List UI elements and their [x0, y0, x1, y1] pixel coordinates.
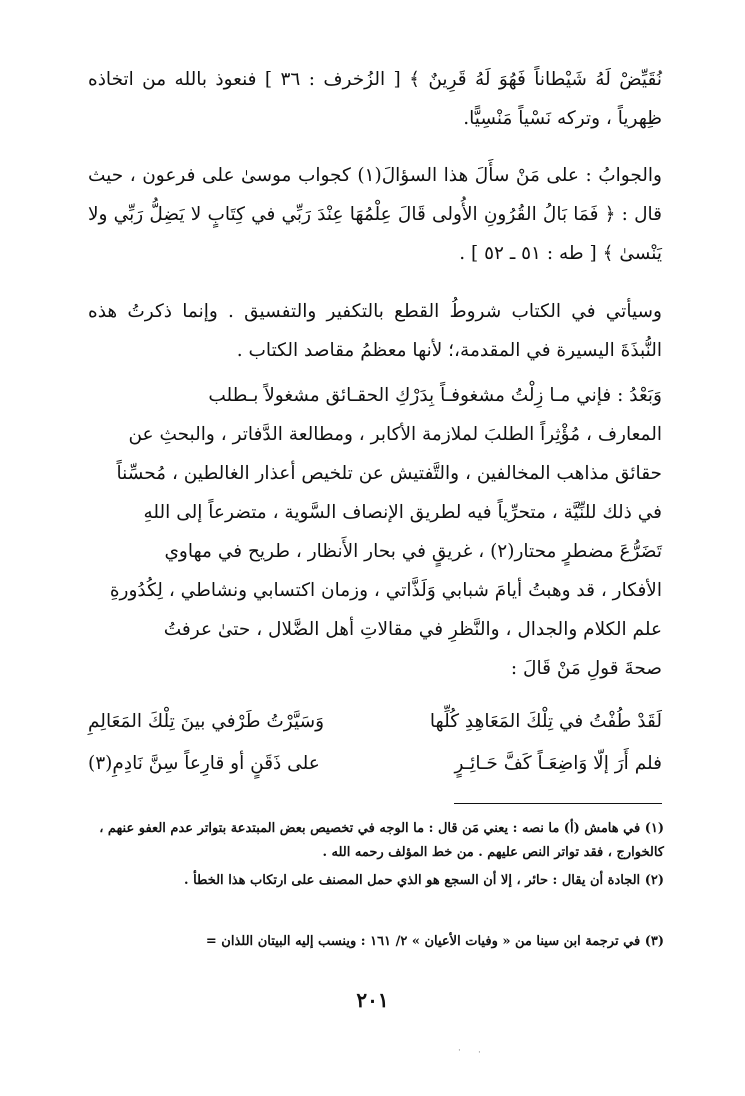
verse-second-half: وَسَيَّرْتُ طَرْفي بينَ تِلْكَ المَعَالِمِ [88, 711, 325, 732]
verse-second-half: على ذَقَنٍ أو قارِعاً سِنَّ نَادِمِ(٣) [88, 753, 320, 774]
paragraph-line: في ذلك للنِّيَّة ، متحرِّياً فيه لطريق الإنصاف السَّوية ، متضرعاً إلى اللهِ [143, 502, 662, 523]
page-number: ٢٠١ [356, 988, 389, 1012]
paragraph-line: تَضَرُّعَ مضطرٍ محتار(٢) ، غريقٍ في بحار الأَنظار ، طريح في مهاوي [164, 541, 662, 562]
footnote-1: (١) في هامش (أ) ما نصه : يعني مَن قال : ما الوجه في تخصيص بعض المبتدعة بتواتر عدم العفو عنهم ، كالخوارج ، فقد تواتر النص عليهم . من خط المؤلف رحمه الله . [99, 821, 664, 860]
poem-verse-1 [88, 701, 662, 743]
verse-first-half: فلم أَرَ إلّا وَاضِعَـاً كَفَّ حَـائِـرٍ [454, 753, 662, 774]
poem [88, 0, 662, 790]
scan-speck: · [478, 1048, 481, 1058]
paragraph-book-note: وسيأتي في الكتاب شروطُ القطع بالتكفير والتفسيق . وإنما ذكرتُ هذه النُّبذَةَ اليسيرة في المقدمة،؛ لأنها معظمُ مقاصد الكتاب . [88, 301, 662, 361]
paragraph-line: صحةَ قولِ مَنْ قَالَ : [510, 658, 662, 679]
paragraph-line: حقائق مذاهب المخالفين ، والتَّفتيش عن تلخيص أعذار الغالطين ، مُحسِّناً [116, 463, 662, 484]
paragraph-line: وَبَعْدُ : فإني مـا زِلْتُ مشغوفـاً بِدَرْكِ الحقـائق مشغولاً بـطلب [208, 385, 662, 406]
poem-verse-2 [88, 743, 662, 785]
paragraph-line: الأفكار ، قد وهبتُ أيامَ شبابي وَلَذَّاتي ، وزمان اكتسابي ونشاطي ، لِكُدُورةِ [109, 580, 662, 601]
footnote-3: (٣) في ترجمة ابن سينا من « وفيات الأعيان » ٢/ ١٦١ : وينسب إليه البيتان اللذان = [205, 934, 664, 949]
paragraph-answer: والجوابُ : على مَنْ سأَلَ هذا السؤالَ(١) كجواب موسىٰ على فرعون ، حيث قال : ﴿ فَمَا بَالُ القُرُونِ الأُولى قَالَ عِلْمُهَا عِنْدَ رَبِّي في كِتَابٍ لا يَضِلُّ رَبِّي ولا يَنْسىٰ ﴾ [ طه : ٥١ ـ ٥٢ ] . [88, 165, 662, 264]
paragraph-line: المعارف ، مُؤْثِراً الطلبَ لملازمة الأكابر ، ومطالعة الدَّفاتر ، والبحثِ عن [128, 424, 662, 445]
scan-speck: · [458, 1046, 461, 1056]
footnote-2: (٢) الجادة أن يقال : حائر ، إلا أن السجع هو الذي حمل المصنف على ارتكاب هذا الخطأ . [184, 873, 664, 888]
paragraph-line: علم الكلام والجدال ، والنَّظرِ في مقالاتِ أهل الضَّلال ، حتىٰ عرفتُ [163, 619, 662, 640]
footnote-divider [454, 803, 662, 804]
paragraph-quran-quote: نُقَيِّضْ لَهُ شَيْطاناً فَهُوَ لَهُ قَرِينٌ ﴾ [ الزُخرف : ٣٦ ] فنعوذ بالله من اتخاذه ظِهرياً ، وتركه نَسْياً مَنْسِيًّا. [88, 69, 662, 129]
verse-first-half: لَقَدْ طُفْتُ في تِلْكَ المَعَاهِدِ كُلِّها [429, 711, 662, 732]
